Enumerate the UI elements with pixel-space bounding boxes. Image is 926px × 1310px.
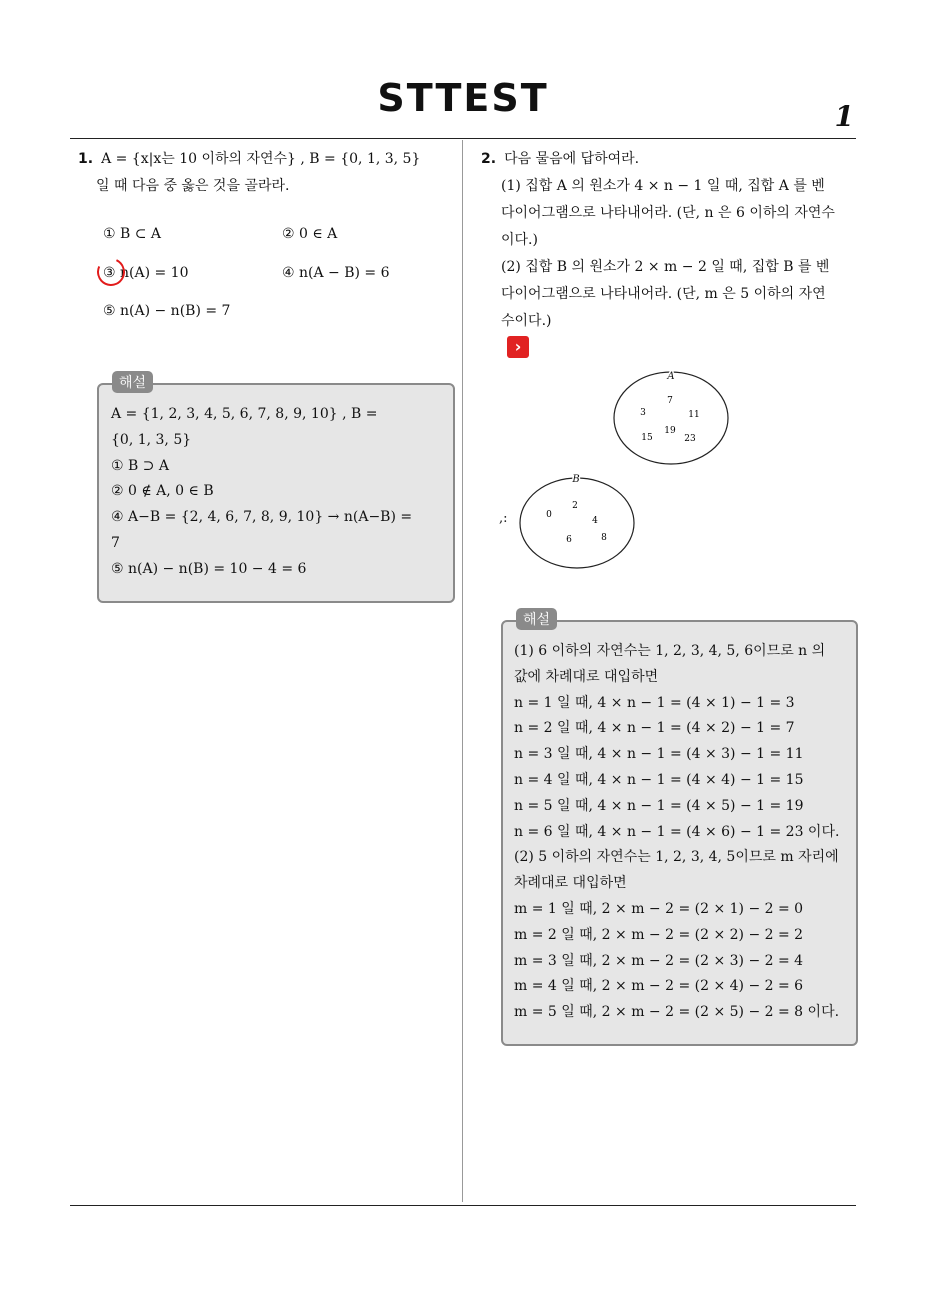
choice-2[interactable]: ② 0 ∈ A: [282, 226, 338, 242]
question-number: 1.: [78, 151, 94, 167]
solution-line: m = 1 일 때, 2 × m − 2 = (2 × 1) − 2 = 0: [514, 900, 804, 917]
venn-a-element: 23: [684, 434, 696, 444]
solution-line: 값에 차례대로 대입하면: [514, 668, 659, 685]
chevron-right-icon[interactable]: ›: [507, 336, 529, 358]
solution-line: n = 4 일 때, 4 × n − 1 = (4 × 4) − 1 = 15: [514, 771, 804, 788]
venn-b-element: 2: [572, 501, 578, 511]
solution-line: n = 5 일 때, 4 × n − 1 = (4 × 5) − 1 = 19: [514, 797, 804, 814]
solution-line: m = 2 일 때, 2 × m − 2 = (2 × 2) − 2 = 2: [514, 926, 804, 943]
bottom-rule: [70, 1205, 856, 1206]
venn-a-element: 7: [667, 396, 673, 406]
venn-b-label: B: [572, 474, 580, 485]
top-rule: [70, 138, 856, 139]
question-1: [78, 146, 458, 200]
solution-line: m = 3 일 때, 2 × m − 2 = (2 × 3) − 2 = 4: [514, 952, 804, 969]
solution-tag: 해설: [112, 371, 153, 393]
solution-line: (2) 5 이하의 자연수는 1, 2, 3, 4, 5이므로 m 자리에: [514, 849, 839, 866]
venn-set-b: [520, 478, 634, 568]
solution-line: ⑤ n(A) − n(B) = 10 − 4 = 6: [111, 560, 307, 577]
page-number: 1: [834, 100, 854, 133]
solution-line: n = 1 일 때, 4 × n − 1 = (4 × 1) − 1 = 3: [514, 694, 795, 711]
solution-line: ② 0 ∉ A, 0 ∈ B: [111, 483, 214, 500]
solution-line: ① B ⊃ A: [111, 457, 170, 474]
solution-box-2: [501, 620, 858, 1046]
question-text: (2) 집합 B 의 원소가 2 × m − 2 일 때, 집합 B 를 벤: [501, 259, 830, 275]
choice-5[interactable]: ⑤ n(A) − n(B) = 7: [103, 303, 231, 319]
question-text: 일 때 다음 중 옳은 것을 골라라.: [96, 178, 290, 194]
selected-answer-mark: [93, 254, 129, 290]
choice-3[interactable]: ③ n(A) = 10: [103, 265, 189, 281]
venn-b-element: 6: [566, 535, 572, 545]
choice-4[interactable]: ④ n(A − B) = 6: [282, 265, 390, 281]
question-text: 다이어그램으로 나타내어라. (단, n 은 6 이하의 자연수: [501, 205, 835, 221]
question-text: (1) 집합 A 의 원소가 4 × n − 1 일 때, 집합 A 를 벤: [501, 178, 825, 194]
solution-body: [514, 639, 848, 1026]
venn-b-element: 8: [601, 533, 607, 543]
solution-line: n = 3 일 때, 4 × n − 1 = (4 × 3) − 1 = 11: [514, 746, 804, 763]
question-2: [481, 146, 861, 335]
solution-line: {0, 1, 3, 5}: [111, 431, 192, 448]
column-divider: [462, 140, 463, 1202]
solution-line: m = 5 일 때, 2 × m − 2 = (2 × 5) − 2 = 8 이다.: [514, 1004, 840, 1021]
venn-set-a: [614, 372, 728, 464]
venn-a-label: A: [667, 371, 675, 382]
solution-line: 차례대로 대입하면: [514, 875, 627, 892]
question-text: 다음 물음에 답하여라.: [504, 151, 640, 167]
question-text: 다이어그램으로 나타내어라. (단, m 은 5 이하의 자연: [501, 286, 826, 302]
solution-line: 7: [111, 534, 120, 551]
venn-a-element: 3: [640, 408, 646, 418]
solution-line: A = {1, 2, 3, 4, 5, 6, 7, 8, 9, 10} , B =: [111, 406, 378, 422]
solution-body: [111, 402, 441, 583]
venn-a-element: 11: [688, 410, 700, 420]
question-text: 이다.): [501, 232, 538, 248]
venn-diagrams: [500, 365, 750, 575]
venn-a-element: 19: [664, 426, 676, 436]
question-text: A = {x|x는 10 이하의 자연수} , B = {0, 1, 3, 5}: [101, 151, 421, 167]
solution-box-1: [97, 383, 455, 603]
solution-line: m = 4 일 때, 2 × m − 2 = (2 × 4) − 2 = 6: [514, 978, 804, 995]
page-title: STTEST: [377, 76, 549, 120]
venn-b-element: 0: [546, 510, 552, 520]
solution-tag: 해설: [516, 608, 557, 630]
solution-line: ④ A−B = {2, 4, 6, 7, 8, 9, 10} → n(A−B) =: [111, 509, 413, 526]
venn-a-element: 15: [641, 433, 653, 443]
question-number: 2.: [481, 151, 497, 167]
solution-line: (1) 6 이하의 자연수는 1, 2, 3, 4, 5, 6이므로 n 의: [514, 643, 826, 659]
solution-line: n = 2 일 때, 4 × n − 1 = (4 × 2) − 1 = 7: [514, 720, 795, 737]
venn-b-element: 4: [592, 516, 598, 526]
solution-line: n = 6 일 때, 4 × n − 1 = (4 × 6) − 1 = 23 이다.: [514, 823, 840, 840]
choice-1[interactable]: ① B ⊂ A: [103, 226, 162, 242]
question-text: 수이다.): [501, 313, 552, 329]
answer-separator: ,:: [499, 511, 508, 526]
